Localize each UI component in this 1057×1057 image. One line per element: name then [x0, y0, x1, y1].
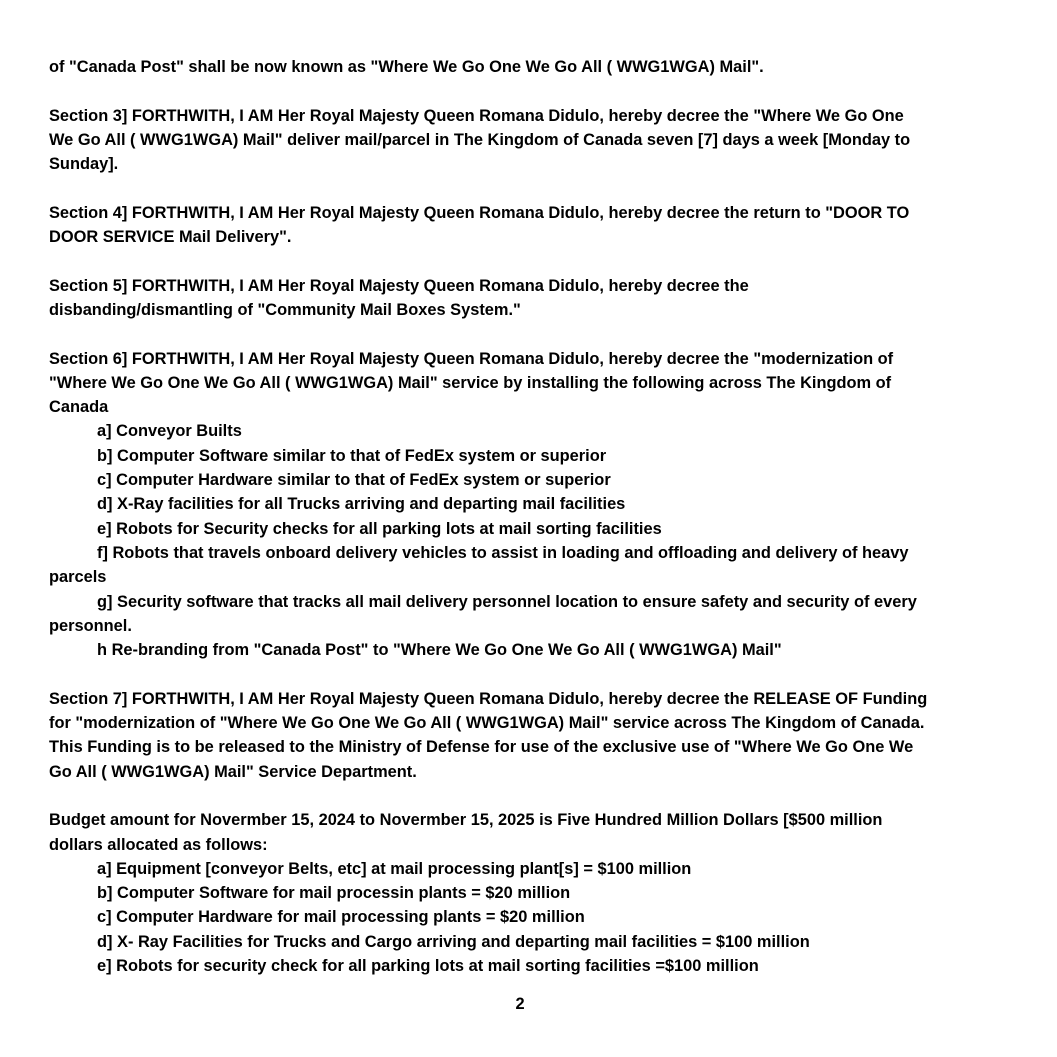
list-item: b] Computer Software similar to that of FedEx system or superior [97, 446, 607, 465]
document-page [49, 55, 999, 1003]
text-line: Budget amount for Novermber 15, 2024 to Novermber 15, 2025 is Five Hundred Million Dollars [$500 million [49, 811, 883, 830]
list-item: g] Security software that tracks all mail delivery personnel location to ensure safety and security of every [97, 592, 917, 611]
section-6-paragraph [49, 347, 999, 663]
text-line: Section 6] FORTHWITH, I AM Her Royal Majesty Queen Romana Didulo, hereby decree the "modernization of [49, 349, 894, 368]
intro-paragraph [49, 55, 999, 79]
budget-item: b] Computer Software for mail processin plants = $20 million [97, 884, 571, 903]
section-5-paragraph [49, 274, 999, 323]
text-line: We Go All ( WWG1WGA) Mail" deliver mail/parcel in The Kingdom of Canada seven [7] days a week [Monday to [49, 130, 911, 149]
text-line: Sunday]. [49, 155, 119, 174]
section-7-paragraph [49, 687, 999, 784]
list-item-continuation: parcels [49, 568, 107, 587]
budget-item: d] X- Ray Facilities for Trucks and Cargo arriving and departing mail facilities = $100 million [97, 932, 810, 951]
text-line: This Funding is to be released to the Ministry of Defense for use of the exclusive use of "Where We Go One We [49, 738, 914, 757]
list-item: c] Computer Hardware similar to that of FedEx system or superior [97, 471, 611, 490]
text-line: Go All ( WWG1WGA) Mail" Service Department. [49, 762, 417, 781]
section-4-paragraph [49, 201, 999, 250]
text-line: of "Canada Post" shall be now known as "Where We Go One We Go All ( WWG1WGA) Mail". [49, 58, 764, 76]
text-line: dollars allocated as follows: [49, 835, 268, 854]
budget-item: c] Computer Hardware for mail processing plants = $20 million [97, 908, 585, 927]
list-item: h Re-branding from "Canada Post" to "Where We Go One We Go All ( WWG1WGA) Mail" [97, 641, 782, 660]
text-line: "Where We Go One We Go All ( WWG1WGA) Mail" service by installing the following across The Kingdom of [49, 373, 892, 392]
budget-item: e] Robots for security check for all parking lots at mail sorting facilities =$100 million [97, 956, 759, 975]
section-3-paragraph [49, 104, 999, 177]
list-item: d] X-Ray facilities for all Trucks arriving and departing mail facilities [97, 495, 626, 514]
list-item-continuation: personnel. [49, 616, 132, 635]
text-line: Section 5] FORTHWITH, I AM Her Royal Majesty Queen Romana Didulo, hereby decree the [49, 276, 749, 295]
text-line: Canada [49, 398, 109, 417]
page-number: 2 [515, 995, 525, 1013]
budget-item: a] Equipment [conveyor Belts, etc] at mail processing plant[s] = $100 million [97, 859, 692, 878]
list-item: a] Conveyor Builts [97, 422, 242, 441]
list-item: e] Robots for Security checks for all parking lots at mail sorting facilities [97, 519, 662, 538]
text-line: DOOR SERVICE Mail Delivery". [49, 228, 292, 247]
text-line: Section 4] FORTHWITH, I AM Her Royal Majesty Queen Romana Didulo, hereby decree the return to "DOOR TO [49, 203, 910, 222]
text-line: Section 7] FORTHWITH, I AM Her Royal Majesty Queen Romana Didulo, hereby decree the RELEASE OF Funding [49, 689, 928, 708]
text-line: Section 3] FORTHWITH, I AM Her Royal Majesty Queen Romana Didulo, hereby decree the "Where We Go One [49, 106, 904, 125]
list-item: f] Robots that travels onboard delivery vehicles to assist in loading and offloading and delivery of heavy [97, 543, 909, 562]
budget-paragraph [49, 808, 999, 978]
text-line: for "modernization of "Where We Go One We Go All ( WWG1WGA) Mail" service across The Kingdom of Canada. [49, 714, 925, 733]
text-line: disbanding/dismantling of "Community Mail Boxes System." [49, 300, 521, 319]
